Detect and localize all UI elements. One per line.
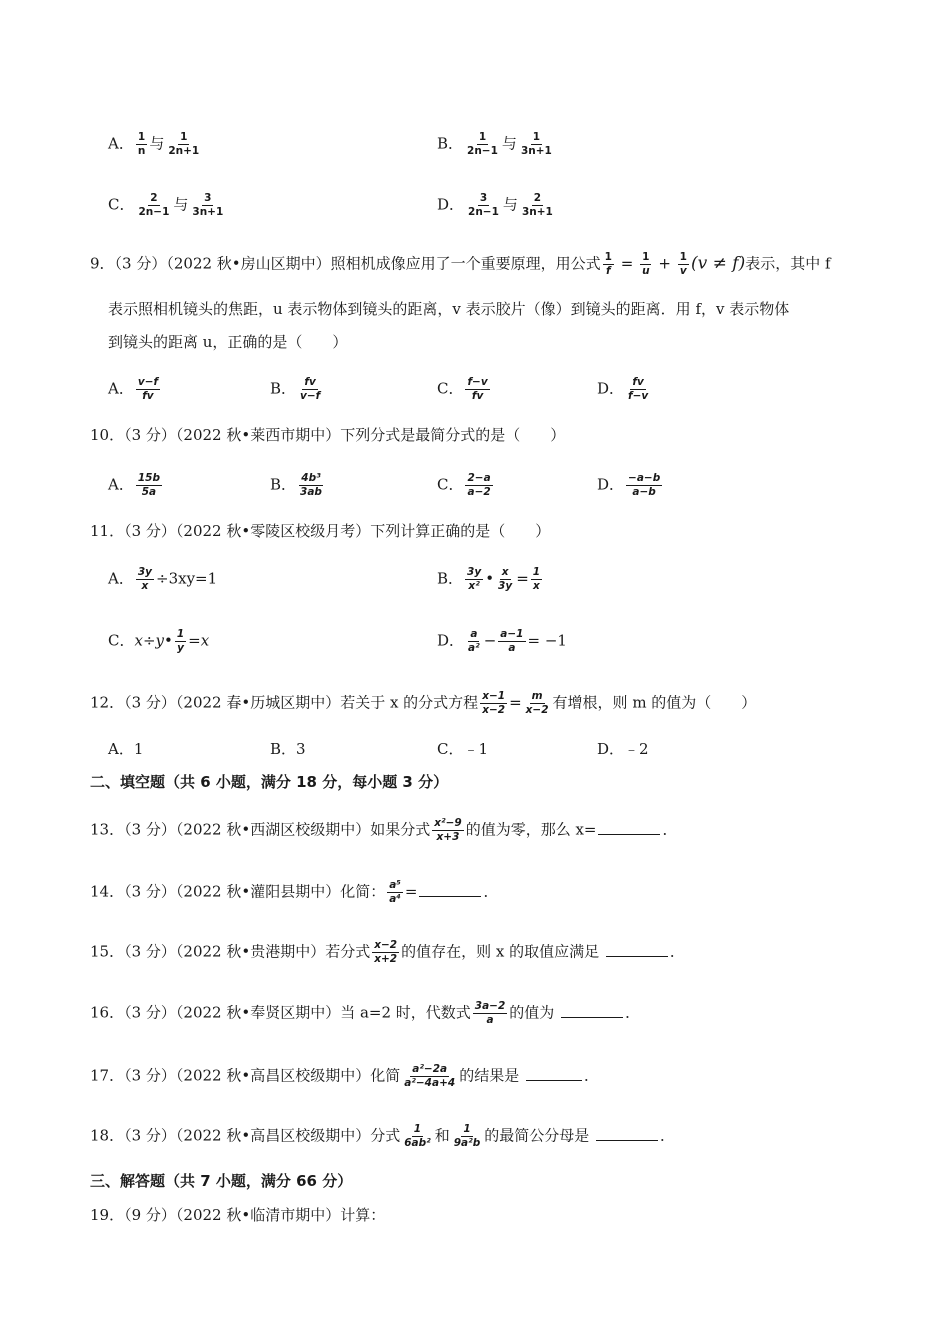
option-label: C． — [437, 740, 464, 758]
numerator: v−f — [136, 377, 160, 390]
question-text: 的结果是 — [459, 1066, 520, 1085]
answer-blank[interactable] — [606, 942, 668, 957]
numerator: 15b — [136, 473, 162, 486]
option-label: A． — [108, 134, 134, 153]
q10-option-b — [270, 473, 326, 498]
q12-option-d — [597, 738, 649, 760]
numerator: x — [500, 567, 511, 580]
question-text: 的最简公分母是 — [484, 1126, 590, 1145]
fraction — [466, 629, 482, 654]
option-label: B． — [270, 475, 297, 494]
denominator: a — [486, 1014, 494, 1027]
question-text: 的值为零，那么 x= — [465, 820, 597, 839]
question-text: 的值为 — [509, 1003, 555, 1022]
numerator: fv — [630, 377, 645, 390]
q12-option-a — [108, 738, 143, 760]
q9-stem-line2: 表示照相机镜头的焦距，u 表示物体到镜头的距离，v 表示胶片（像）到镜头的距离．用 f，v 表示物体 — [108, 300, 790, 318]
q8-option-c — [108, 193, 227, 218]
q10-option-d — [597, 473, 664, 498]
question-text: = — [404, 882, 418, 901]
option-label: A． — [108, 379, 134, 398]
numerator: x−1 — [480, 691, 507, 704]
fraction — [473, 1001, 508, 1026]
fraction — [452, 1124, 483, 1149]
numerator: m — [530, 691, 545, 704]
question-text: 有增根，则 m 的值为（ ） — [552, 693, 757, 712]
numerator: 3y — [136, 567, 154, 580]
denominator: a−b — [632, 486, 656, 499]
q15 — [90, 940, 685, 965]
option-label: C． — [437, 379, 464, 398]
option-label: A． — [108, 740, 134, 758]
question-text: 12．（3 分）（2022 春•历城区期中）若关于 x 的分式方程 — [90, 693, 479, 712]
option-label: C． — [108, 195, 135, 214]
punctuation: ． — [483, 882, 499, 901]
option-label: C． — [108, 631, 135, 650]
option-label: B． — [437, 569, 464, 588]
q10-stem: 10．（3 分）（2022 秋•莱西市期中）下列分式是最简分式的是（ ） — [90, 426, 566, 444]
q17 — [90, 1064, 599, 1089]
numerator: 1 — [477, 132, 488, 145]
denominator: y — [177, 642, 184, 655]
denominator: a−2 — [467, 486, 491, 499]
q9-option-b — [270, 377, 324, 402]
q11-option-c — [108, 629, 209, 654]
fraction — [298, 473, 324, 498]
numerator: 1 — [531, 132, 542, 145]
q11-option-a — [108, 567, 217, 592]
denominator: n — [137, 145, 146, 158]
numerator: 2−a — [465, 473, 492, 486]
fraction — [298, 377, 322, 402]
fraction — [136, 132, 147, 157]
operator: = — [516, 569, 529, 588]
option-value: ﹣2 — [624, 740, 649, 758]
punctuation: ． — [625, 1003, 641, 1022]
fraction — [136, 567, 154, 592]
denominator: x+3 — [436, 831, 460, 844]
q9-stem-line3: 到镜头的距离 u，正确的是（ ） — [108, 333, 348, 351]
fraction — [136, 377, 160, 402]
fraction — [387, 880, 403, 905]
punctuation: ． — [662, 820, 678, 839]
denominator: a⁴ — [389, 893, 401, 906]
numerator: x−2 — [372, 940, 399, 953]
denominator: x+2 — [374, 953, 398, 966]
fraction — [372, 940, 399, 965]
denominator: x² — [468, 580, 480, 593]
option-label: B． — [437, 134, 464, 153]
numerator: x²−9 — [432, 818, 463, 831]
q13 — [90, 818, 678, 843]
formula-fraction-u: $\frac{1}{u}$ — [642, 251, 650, 278]
option-value: 3 — [296, 740, 306, 758]
fraction — [166, 132, 201, 157]
option-label: D． — [437, 631, 465, 650]
question-text: 14．（3 分）（2022 秋•灌阳县期中）化简： — [90, 882, 386, 901]
fraction — [524, 691, 551, 716]
q12-option-c — [437, 738, 488, 760]
expression-rest: ÷3xy=1 — [156, 569, 218, 588]
fraction — [465, 567, 483, 592]
numerator: a²−2a — [410, 1064, 449, 1077]
option-label: D． — [597, 379, 625, 398]
expression-rest: = −1 — [527, 631, 567, 650]
separator: 与 — [502, 195, 518, 214]
denominator: 3n+1 — [521, 206, 553, 219]
answer-blank[interactable] — [596, 1126, 658, 1141]
answer-blank[interactable] — [526, 1066, 582, 1081]
option-label: A． — [108, 475, 134, 494]
fraction — [175, 629, 186, 654]
section-2-heading: 二、填空题（共 6 小题，满分 18 分，每小题 3 分） — [90, 773, 449, 791]
numerator: −a−b — [626, 473, 662, 486]
denominator: x — [141, 580, 149, 593]
fraction — [626, 377, 650, 402]
denominator: 3n+1 — [192, 206, 224, 219]
denominator: 2n−1 — [467, 145, 498, 158]
numerator: 1 — [461, 1124, 472, 1137]
q16 — [90, 1001, 640, 1026]
numerator: 3y — [465, 567, 483, 580]
fraction — [480, 691, 507, 716]
punctuation: ． — [660, 1126, 676, 1145]
q12-option-b — [270, 738, 306, 760]
denominator: 5a — [141, 486, 157, 499]
q9-option-c — [437, 377, 492, 402]
question-text: 9．（3 分）（2022 秋•房山区期中）照相机成像应用了一个重要原理，用公式 — [90, 254, 601, 273]
denominator: u — [642, 265, 650, 278]
q9-option-a — [108, 377, 162, 402]
option-label: D． — [597, 475, 625, 494]
fraction — [136, 193, 171, 218]
operator: = — [509, 693, 522, 712]
denominator: x−2 — [525, 704, 549, 717]
fraction — [520, 193, 555, 218]
question-text: 和 — [434, 1126, 450, 1145]
denominator: v — [679, 265, 687, 278]
fraction — [498, 629, 525, 654]
fraction — [519, 132, 554, 157]
question-text: 18．（3 分）（2022 秋•高昌区校级期中）分式 — [90, 1126, 401, 1145]
denominator: fv — [142, 390, 154, 403]
q8-option-b — [437, 132, 556, 157]
q10-option-c — [437, 473, 495, 498]
numerator: 2 — [532, 193, 543, 206]
q11-option-b — [437, 567, 544, 592]
punctuation: ． — [669, 942, 685, 961]
answer-blank[interactable] — [419, 882, 481, 897]
q19-stem: 19．（9 分）（2022 秋•临清市期中）计算： — [90, 1206, 386, 1224]
question-text: 15．（3 分）（2022 秋•贵港期中）若分式 — [90, 942, 371, 961]
answer-blank[interactable] — [598, 820, 660, 835]
numerator: a⁵ — [387, 880, 403, 893]
fraction — [466, 193, 501, 218]
numerator: 4b³ — [299, 473, 322, 486]
numerator: a — [468, 629, 479, 642]
expression-pre: x÷y• — [134, 631, 173, 650]
question-text: 表示，其中 f — [745, 254, 831, 273]
fraction — [465, 377, 489, 402]
option-label: C． — [437, 475, 464, 494]
fraction — [626, 473, 662, 498]
operator: − — [483, 631, 497, 650]
option-value: ﹣1 — [463, 740, 489, 758]
numerator: 1 — [412, 1124, 423, 1137]
fraction — [402, 1124, 433, 1149]
denominator: f — [606, 265, 611, 278]
separator: 与 — [149, 134, 165, 153]
fraction — [531, 567, 542, 592]
fraction — [136, 473, 162, 498]
option-value: 1 — [133, 740, 144, 758]
formula-condition: (v ≠ f) — [690, 253, 746, 274]
question-text: 17．（3 分）（2022 秋•高昌区校级期中）化简 — [90, 1066, 401, 1085]
option-label: A． — [108, 569, 134, 588]
denominator: x — [533, 580, 540, 593]
fraction — [465, 473, 492, 498]
denominator: fv — [471, 390, 484, 403]
q9-stem-line1: 9．（3 分）（2022 秋•房山区期中）照相机成像应用了一个重要原理，用公式 $\frac{1}{f}$ = $\frac{1}{u}$ + $\frac{1}{v}$ (v ≠ f)表示，其中 f — [90, 251, 831, 278]
denominator: 2n+1 — [168, 145, 200, 158]
q14 — [90, 880, 498, 905]
operator: • — [485, 569, 495, 588]
numerator: a−1 — [498, 629, 525, 642]
denominator: v−f — [300, 390, 321, 403]
question-text: 13．（3 分）（2022 秋•西湖区校级期中）如果分式 — [90, 820, 431, 839]
denominator: 9a²b — [453, 1137, 481, 1150]
numerator: 3 — [202, 193, 213, 206]
numerator: 3a−2 — [473, 1001, 508, 1014]
denominator: f−v — [628, 390, 649, 403]
question-text: 16．（3 分）（2022 秋•奉贤区期中）当 a=2 时，代数式 — [90, 1003, 471, 1022]
q12-stem — [90, 691, 756, 716]
question-text: 的值存在，则 x 的取值应满足 — [401, 942, 600, 961]
numerator: f−v — [465, 377, 489, 390]
denominator: a — [508, 642, 516, 655]
option-label: D． — [597, 740, 625, 758]
denominator: a²−4a+4 — [404, 1077, 456, 1090]
denominator: x−2 — [482, 704, 506, 717]
numerator: 1 — [531, 567, 542, 580]
denominator: 3ab — [300, 486, 322, 499]
formula-fraction-v: $\frac{1}{v}$ — [679, 251, 687, 278]
q9-option-d — [597, 377, 652, 402]
expression-rest: =x — [188, 631, 210, 650]
fraction — [432, 818, 463, 843]
numerator: 1 — [175, 629, 186, 642]
numerator: fv — [302, 377, 317, 390]
option-label: D． — [437, 195, 465, 214]
q8-option-d — [437, 193, 557, 218]
denominator: 6ab² — [404, 1137, 431, 1150]
numerator: 2 — [148, 193, 159, 206]
fraction — [190, 193, 225, 218]
fraction — [465, 132, 500, 157]
fraction — [496, 567, 514, 592]
q11-stem: 11．（3 分）（2022 秋•零陵区校级月考）下列计算正确的是（ ） — [90, 522, 551, 540]
denominator: 2n−1 — [468, 206, 499, 219]
answer-blank[interactable] — [561, 1003, 623, 1018]
numerator: 1 — [136, 132, 147, 145]
q10-option-a — [108, 473, 164, 498]
q8-option-a — [108, 132, 203, 157]
denominator: 3n+1 — [520, 145, 552, 158]
denominator: a² — [468, 642, 480, 655]
section-3-heading: 三、解答题（共 7 小题，满分 66 分） — [90, 1172, 353, 1190]
denominator: 3y — [498, 580, 513, 593]
punctuation: ． — [583, 1066, 599, 1085]
separator: 与 — [501, 134, 517, 153]
fraction — [402, 1064, 457, 1089]
numerator: 1 — [178, 132, 189, 145]
separator: 与 — [173, 195, 189, 214]
q18 — [90, 1124, 675, 1149]
formula-fraction-f: $\frac{1}{f}$ — [604, 251, 612, 278]
option-label: B． — [270, 740, 297, 758]
denominator: 2n−1 — [138, 206, 170, 219]
numerator: 3 — [478, 193, 489, 206]
q11-option-d — [437, 629, 567, 654]
option-label: B． — [270, 379, 297, 398]
